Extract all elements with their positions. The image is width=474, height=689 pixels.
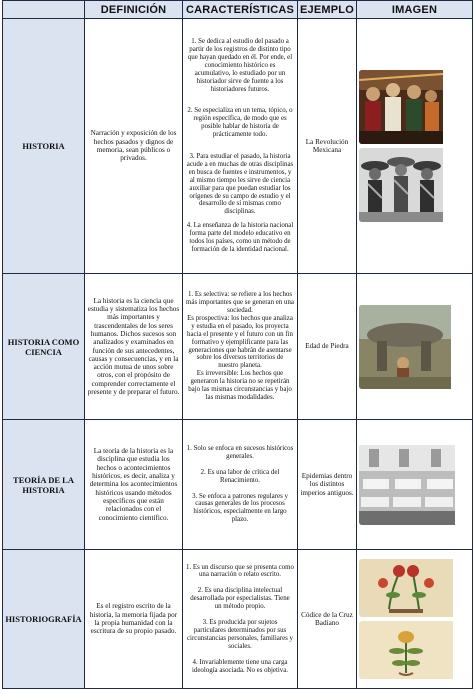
example-cell: La Revolución Mexicana bbox=[298, 19, 357, 274]
header-ejemplo: EJEMPLO bbox=[298, 1, 357, 19]
row-title: TEORÍA DE LA HISTORIA bbox=[3, 420, 85, 550]
header-blank bbox=[3, 1, 85, 19]
revolution-mural-photo-icon bbox=[359, 70, 470, 144]
codex-plant-page-icon bbox=[359, 559, 470, 617]
revolution-soldiers-photo-icon bbox=[359, 148, 470, 222]
image-cell bbox=[357, 550, 473, 689]
characteristic-item: 2. Se especializa en un tema, tópico, o región específica, de modo que es posible hablar de historia de prácticamente todo. bbox=[187, 107, 293, 139]
characteristics-cell bbox=[183, 19, 298, 274]
characteristic-item: 1. Es un discurso que se presenta como una narración o relato escrito. bbox=[186, 563, 294, 579]
definition-cell: La historia es la ciencia que estudia y sistematiza los hechos más importantes y trascendentales de los seres humanos. Dichos sucesos son analizados y examinados en función de sus antecedentes, causas y consecuencias, y en la acción mutua de unos sobre otros, con el propósito de comprender correctamente el presente y de preparar el futuro. bbox=[85, 274, 183, 420]
example-cell: Epidemias dentro los distintos imperios antiguos. bbox=[298, 420, 357, 550]
header-definicion: DEFINICIÓN bbox=[85, 1, 183, 19]
header-caracteristicas: CARACTERÍSTICAS bbox=[183, 1, 298, 19]
image-cell bbox=[357, 274, 473, 420]
characteristics-cell bbox=[183, 550, 298, 689]
definition-cell: Es el registro escrito de la historia, la memoria fijada por la propia humanidad con la escritura de su propio pasado. bbox=[85, 550, 183, 689]
characteristic-item: 3. Es producida por sujetos particulares determinados por sus circunstancias personales, familiares y sociales. bbox=[187, 619, 293, 650]
image-cell bbox=[357, 420, 473, 550]
example-cell: Códice de la Cruz Badiano bbox=[298, 550, 357, 689]
characteristic-item: 4. La enseñanza de la historia nacional forma parte del modelo educativo en todos los países, como un método de formación de la identidad nacional. bbox=[186, 222, 294, 254]
header-row bbox=[3, 1, 473, 19]
codex-plant-page-icon bbox=[359, 621, 470, 679]
image-cell bbox=[357, 19, 473, 274]
characteristic-item: 1. Solo se enfoca en sucesos históricos generales. bbox=[186, 444, 294, 460]
row-title: HISTORIA COMO CIENCIA bbox=[3, 274, 85, 420]
characteristics-cell bbox=[183, 420, 298, 550]
characteristic-item: 2. Es una labor de crítica del Renacimiento. bbox=[200, 468, 280, 484]
definition-cell: Narración y exposición de los hechos pasados y dignos de memoria, sean públicos o privados. bbox=[85, 19, 183, 274]
characteristic-item: Es irreversible: Los hechos que generaron la historia no se repetirán bajo las mismas circunstancias y bajo las mismas modalidades. bbox=[188, 370, 292, 401]
characteristic-item: 3. Se enfoca a patrones regulares y causas generales de los procesos históricos, especialmente en largo plazo. bbox=[192, 492, 288, 524]
row-title: HISTORIA bbox=[3, 19, 85, 274]
definition-cell: La teoría de la historia es la disciplina que estudia los hechos o acontecimientos históricos, es decir, analiza y determina los acontecimientos históricos usando métodos específicos que están relacionados con el conocimiento científico. bbox=[85, 420, 183, 550]
characteristic-item: 4. Invariablemente tiene una carga ideología asociada. No es objetiva. bbox=[191, 658, 289, 674]
example-cell: Edad de Piedra bbox=[298, 274, 357, 420]
history-table bbox=[2, 0, 473, 689]
table-row-historia bbox=[3, 19, 473, 274]
epidemic-hospital-photo-icon bbox=[359, 445, 470, 525]
header-imagen: IMAGEN bbox=[357, 1, 473, 19]
characteristic-item: 2. Es una disciplina intelectual desarrollada por especialistas. Tiene un método propio. bbox=[190, 587, 290, 611]
table-row-historiografia bbox=[3, 550, 473, 689]
characteristic-item: 1. Se dedica al estudio del pasado a partir de los registros de distinto tipo que hayan quedado en él. Por ende, el conocimiento histórico es acumulativo, lo estudiado por un historiador sirve de fuente a los historiadores futuros. bbox=[187, 38, 293, 93]
table-row-teoria bbox=[3, 420, 473, 550]
stone-age-dolmen-photo-icon bbox=[359, 305, 470, 389]
table-row-historia-ciencia bbox=[3, 274, 473, 420]
characteristics-cell bbox=[183, 274, 298, 420]
characteristic-item: 1. Es selectiva: se refiere a los hechos más importantes que se generan en una sociedad. bbox=[186, 291, 294, 314]
characteristic-item: 3. Para estudiar el pasado, la historia acude a en muchas de otras disciplinas en busca de fuentes e instrumentos, y al mismo tiempo les sirve de ciencia auxiliar para que puedan estudiar los orígenes de su campo de estudio y el desarrollo de sí mismas como disciplinas. bbox=[186, 153, 294, 216]
characteristic-item: Es prospectiva: los hechos que analiza y estudia en el pasado, los proyecta hacia el presente y el futuro con un fin formativo y ejemplificante para las generaciones que habrán de asentarse sobre los diversos territorios de nuestro planeta. bbox=[187, 314, 293, 370]
row-title: HISTORIOGRAFÍA bbox=[3, 550, 85, 689]
